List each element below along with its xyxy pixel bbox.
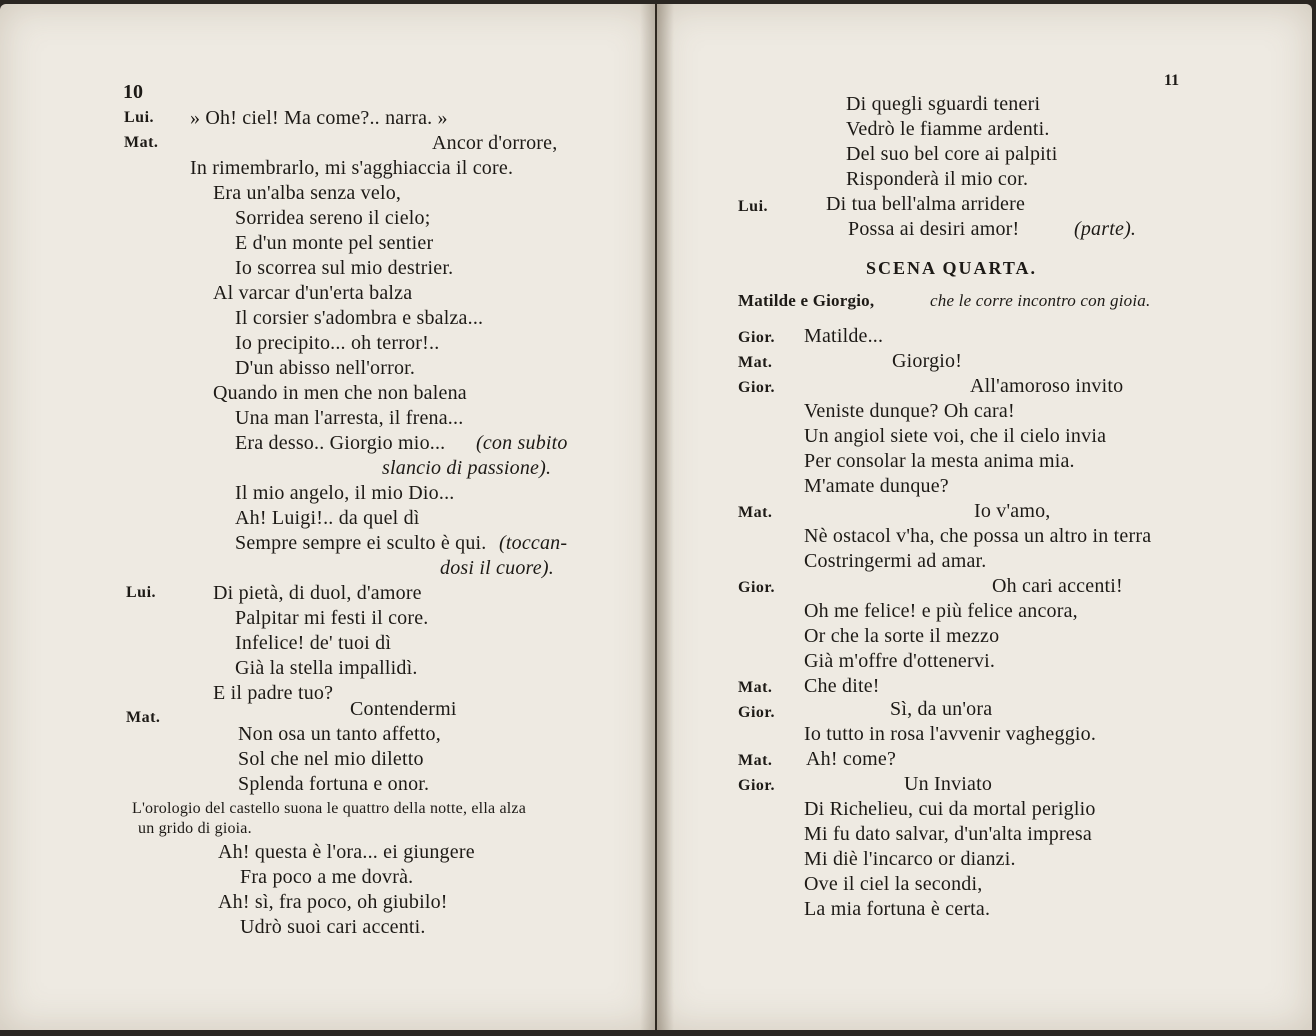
- verse-line: Contendermi: [350, 698, 457, 720]
- verse-line: Mi diè l'incarco or dianzi.: [804, 848, 1016, 870]
- verse-line: Matilde...: [804, 325, 884, 347]
- stage-direction: che le corre incontro con gioia.: [930, 291, 1151, 310]
- verse-line: E d'un monte pel sentier: [235, 232, 434, 254]
- verse-line: Io precipito... oh terror!..: [235, 332, 440, 354]
- stage-direction: (con subito: [476, 432, 568, 454]
- verse-line: Già la stella impallidì.: [235, 657, 418, 679]
- speaker-label: Mat.: [126, 709, 161, 726]
- verse-line: Io scorrea sul mio destrier.: [235, 257, 454, 279]
- verse-line: Un Inviato: [904, 773, 993, 795]
- verse-line: Sì, da un'ora: [890, 698, 993, 720]
- verse-line: Era desso.. Giorgio mio...: [235, 432, 446, 454]
- verse-line: D'un abisso nell'orror.: [235, 357, 416, 379]
- speaker-label: Gior.: [738, 329, 776, 346]
- verse-line: Il mio angelo, il mio Dio...: [235, 482, 455, 504]
- verse-line: Al varcar d'un'erta balza: [213, 282, 413, 304]
- verse-line: Io v'amo,: [974, 500, 1051, 522]
- stage-direction: L'orologio del castello suona le quattro della notte, ella alza: [132, 800, 527, 817]
- verse-line: La mia fortuna è certa.: [804, 898, 991, 920]
- verse-line: M'amate dunque?: [804, 475, 949, 497]
- stage-direction: (parte).: [1074, 218, 1137, 240]
- speaker-label: Mat.: [738, 679, 773, 696]
- verse-line: Sorridea sereno il cielo;: [235, 207, 431, 229]
- scene-characters: Matilde e Giorgio,: [738, 291, 875, 310]
- verse-line: Di Richelieu, cui da mortal periglio: [804, 798, 1096, 820]
- verse-line: Di tua bell'alma arridere: [826, 193, 1026, 215]
- verse-line: Era un'alba senza velo,: [213, 182, 402, 204]
- verse-line: Il corsier s'adombra e sbalza...: [235, 307, 484, 329]
- verse-line: Ah! sì, fra poco, oh giubilo!: [218, 891, 448, 913]
- verse-line: E il padre tuo?: [213, 682, 334, 704]
- verse-line: Ah! questa è l'ora... ei giungere: [218, 841, 475, 863]
- scene-title: SCENA QUARTA.: [866, 258, 1038, 278]
- speaker-label: Lui.: [738, 198, 769, 215]
- verse-line: Io tutto in rosa l'avvenir vagheggio.: [804, 723, 1097, 745]
- verse-line: Veniste dunque? Oh cara!: [804, 400, 1015, 422]
- verse-line: Possa ai desiri amor!: [848, 218, 1020, 240]
- verse-line: Per consolar la mesta anima mia.: [804, 450, 1075, 472]
- stage-direction: dosi il cuore).: [440, 557, 554, 579]
- verse-line: In rimembrarlo, mi s'agghiaccia il core.: [190, 157, 514, 179]
- verse-line: Già m'offre d'ottenervi.: [804, 650, 996, 672]
- verse-line: Udrò suoi cari accenti.: [240, 916, 426, 938]
- verse-line: Vedrò le fiamme ardenti.: [846, 118, 1050, 140]
- stage-direction: un grido di gioia.: [138, 820, 252, 837]
- verse-line: Infelice! de' tuoi dì: [235, 632, 392, 654]
- speaker-label: Gior.: [738, 379, 776, 396]
- verse-line: Risponderà il mio cor.: [846, 168, 1029, 190]
- verse-line: Sempre sempre ei sculto è qui.: [235, 532, 487, 554]
- speaker-label: Mat.: [738, 354, 773, 371]
- verse-line: Una man l'arresta, il frena...: [235, 407, 464, 429]
- stage-direction: (toccan-: [499, 532, 568, 554]
- verse-line: Mi fu dato salvar, d'un'alta impresa: [804, 823, 1092, 845]
- verse-line: Costringermi ad amar.: [804, 550, 987, 572]
- verse-line: Ancor d'orrore,: [432, 132, 558, 154]
- page-number-left: 10: [123, 81, 143, 103]
- stage-direction: slancio di passione).: [382, 457, 552, 479]
- verse-line: Palpitar mi festi il core.: [235, 607, 429, 629]
- verse-line: Giorgio!: [892, 350, 963, 372]
- verse-line: » Oh! ciel! Ma come?.. narra. »: [190, 107, 448, 129]
- speaker-label: Gior.: [738, 777, 776, 794]
- verse-line: All'amoroso invito: [970, 375, 1124, 397]
- verse-line: Nè ostacol v'ha, che possa un altro in terra: [804, 525, 1152, 547]
- verse-line: Un angiol siete voi, che il cielo invia: [804, 425, 1107, 447]
- speaker-label: Mat.: [738, 752, 773, 769]
- verse-line: Quando in men che non balena: [213, 382, 467, 404]
- verse-line: Ah! come?: [806, 748, 897, 770]
- verse-line: Ove il ciel la secondi,: [804, 873, 983, 895]
- verse-line: Sol che nel mio diletto: [238, 748, 424, 770]
- verse-line: Oh cari accenti!: [992, 575, 1123, 597]
- speaker-label: Gior.: [738, 579, 776, 596]
- speaker-label: Mat.: [738, 504, 773, 521]
- verse-line: Che dite!: [804, 675, 880, 697]
- verse-line: Del suo bel core ai palpiti: [846, 143, 1058, 165]
- speaker-label: Lui.: [124, 109, 155, 126]
- speaker-label: Gior.: [738, 704, 776, 721]
- verse-line: Oh me felice! e più felice ancora,: [804, 600, 1078, 622]
- verse-line: Or che la sorte il mezzo: [804, 625, 1000, 647]
- verse-line: Di quegli sguardi teneri: [846, 93, 1041, 115]
- verse-line: Fra poco a me dovrà.: [240, 866, 414, 888]
- speaker-label: Mat.: [124, 134, 159, 151]
- verse-line: Non osa un tanto affetto,: [238, 723, 441, 745]
- page-number-right: 11: [1164, 72, 1180, 89]
- verse-line: Splenda fortuna e onor.: [238, 773, 430, 795]
- verse-line: Ah! Luigi!.. da quel dì: [235, 507, 420, 529]
- verse-line: Di pietà, di duol, d'amore: [213, 582, 422, 604]
- speaker-label: Lui.: [126, 584, 157, 601]
